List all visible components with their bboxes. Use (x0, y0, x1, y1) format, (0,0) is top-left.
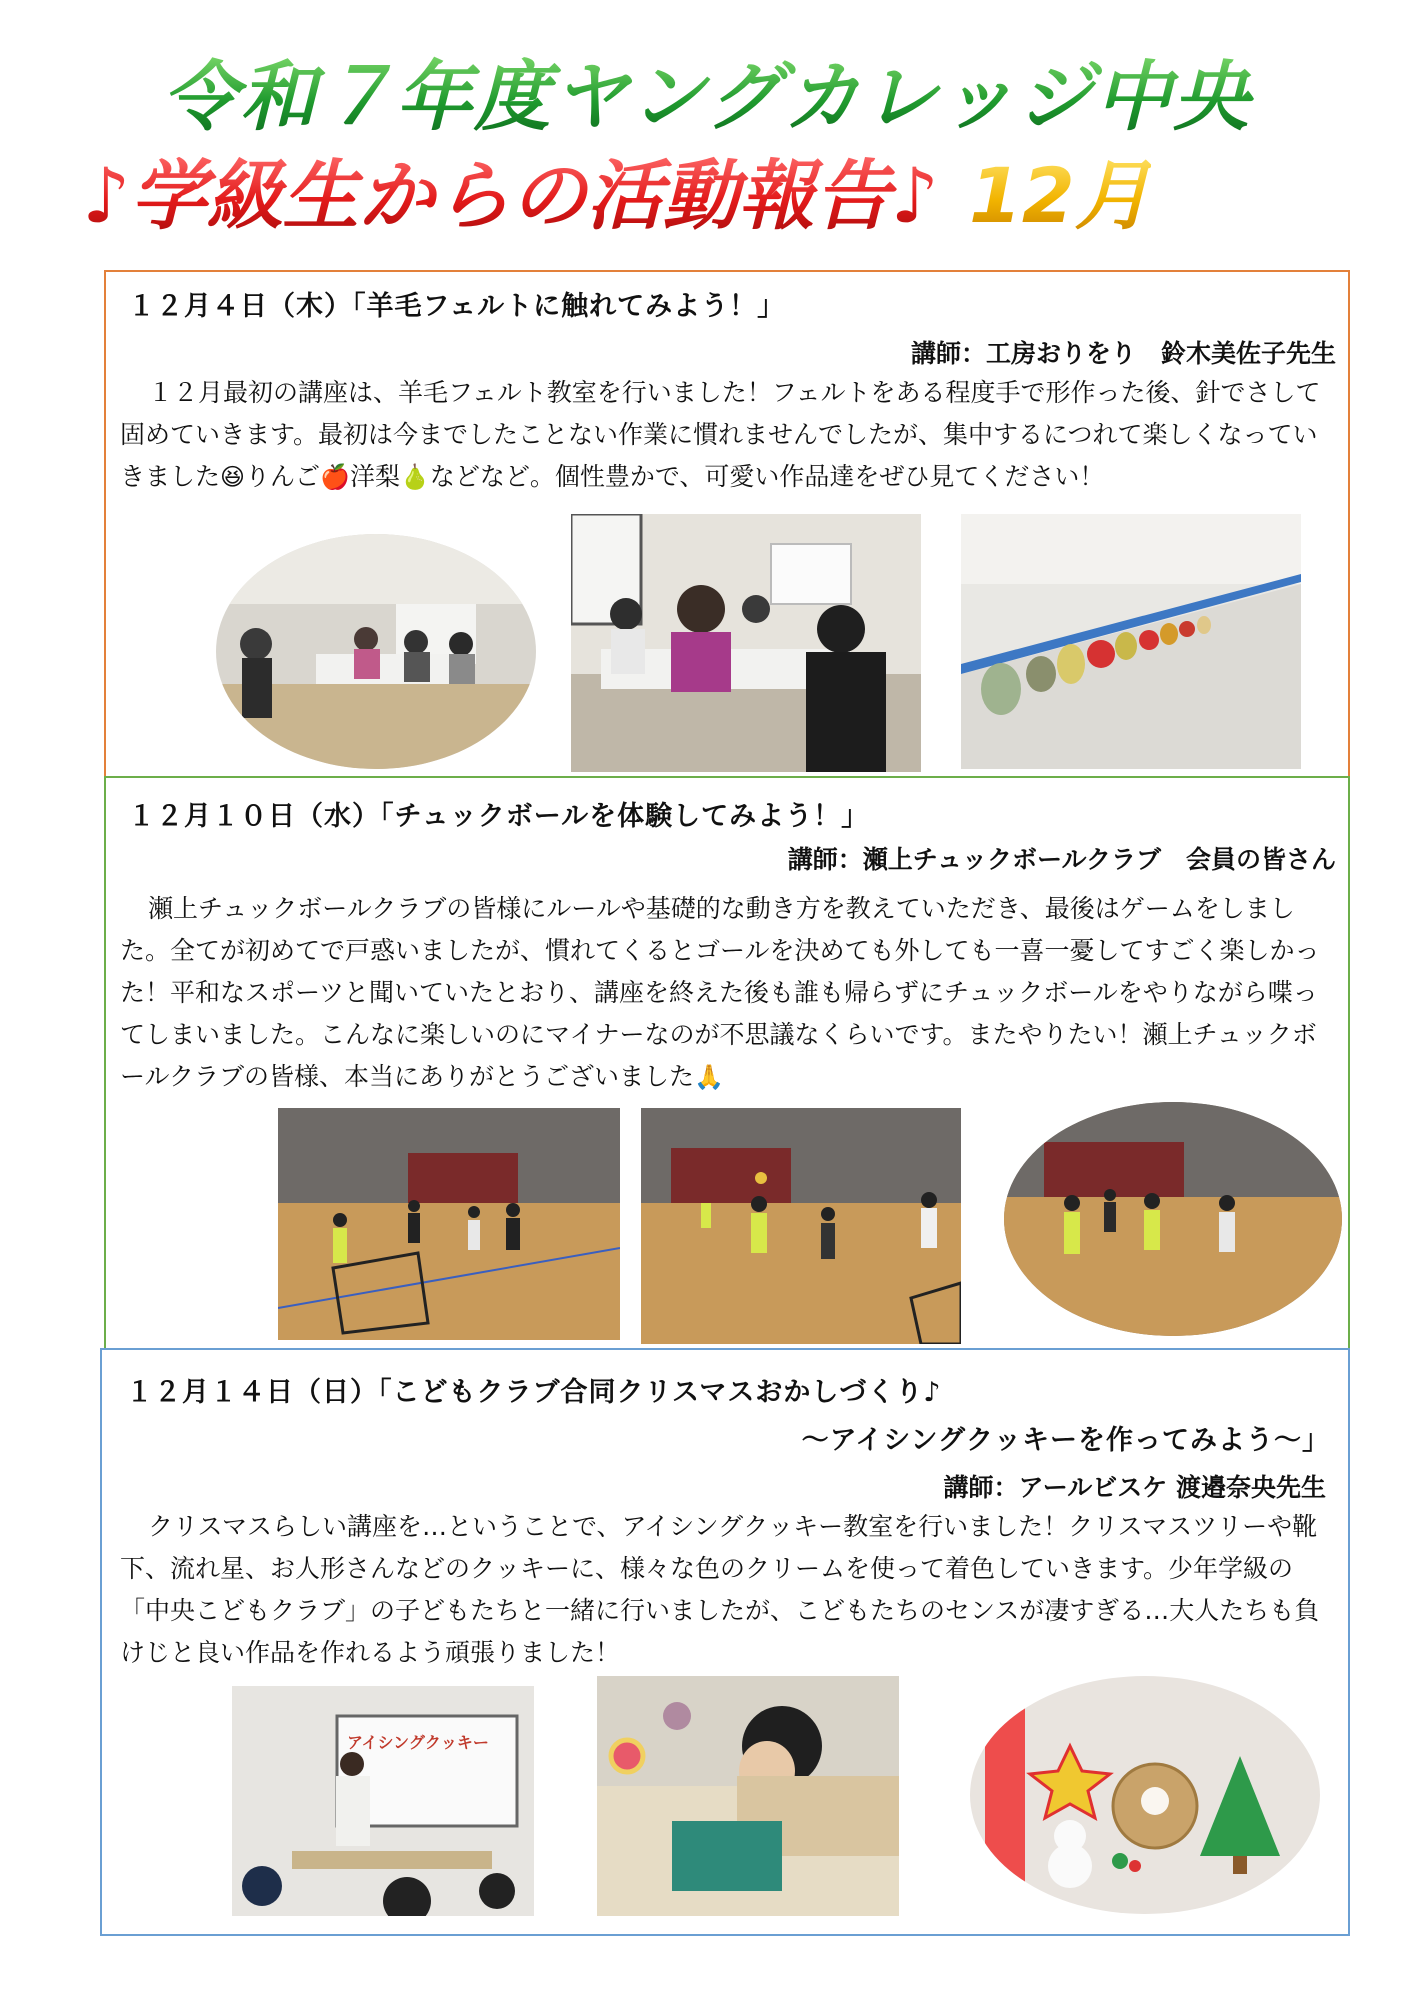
body-text: りんご (245, 462, 321, 491)
body-text: などなど。個性豊かで、可愛い作品達をぜひ見てください！ (429, 462, 1105, 491)
photo-gym-game-2 (641, 1108, 961, 1344)
photo-gym-game-3 (1004, 1102, 1342, 1336)
teacher-credit: 講師：工房おりをり 鈴木美佐子先生 (910, 339, 1336, 368)
report-section-icing-cookies (100, 1348, 1350, 1936)
body-text: 洋梨 (349, 462, 400, 491)
photo-finished-cookies (970, 1676, 1320, 1914)
section-body (120, 372, 1338, 498)
photo-felt-fruits (961, 514, 1301, 769)
whiteboard-text: アイシングクッキー (347, 1733, 489, 1752)
teacher-credit: 講師：瀬上チュックボールクラブ 会員の皆さん (787, 845, 1336, 874)
section-heading: １２月１４日（日）「こどもクラブ合同クリスマスおかしづくり♪ (126, 1377, 942, 1408)
section-body (120, 1506, 1336, 1674)
praying-hands-emoji-icon: 🙏 (694, 1063, 724, 1091)
body-text: クリスマスらしい講座を…ということで、アイシングクッキー教室を行いました！クリスマスツリーや靴下、流れ星、お人形さんなどのクッキーに、様々な色のクリームを使って着色していきます。少年学級の「中央こどもクラブ」の子どもたちと一緒に行いましたが、こどもたちのセンスが凄すぎる…大人たちも負けじと良い作品を作れるよう頑張りました！ (120, 1512, 1320, 1667)
apple-emoji-icon: 🍎 (320, 463, 350, 491)
report-section-felt (104, 270, 1350, 778)
month-label: 12月 (969, 151, 1151, 240)
laughing-emoji-icon: 😆 (220, 463, 246, 491)
section-body (120, 888, 1324, 1098)
photo-students-smiling (571, 514, 921, 772)
section-subheading: ～アイシングクッキーを作ってみよう～」 (801, 1425, 1330, 1456)
pear-emoji-icon: 🍐 (399, 463, 430, 491)
photo-classroom-felt (216, 534, 536, 769)
photo-icing-lecture (232, 1686, 534, 1916)
photo-decorating-cookies (597, 1676, 899, 1916)
teacher-credit: 講師：アールビスケ 渡邉奈央先生 (943, 1473, 1326, 1502)
page-title: 令和７年度ヤングカレッジ中央 (0, 52, 1413, 142)
section-heading: １２月１０日（水）「チュックボールを体験してみよう！」 (128, 801, 870, 832)
body-text: １２月最初の講座は、羊毛フェルト教室を行いました！フェルトをある程度手で形作った後、針でさして固めていきます。最初は今までしたことない作業に慣れませんでしたが、集中するにつれて楽しくなっていきました (120, 378, 1321, 491)
body-text: 瀬上チュックボールクラブの皆様にルールや基礎的な動き方を教えていただき、最後はゲームをしました。全てが初めてで戸惑いましたが、慣れてくるとゴールを決めても外しても一喜一憂してすごく楽しかった！平和なスポーツと聞いていたとおり、講座を終えた後も誰も帰らずにチュックボールをやりながら喋ってしまいました。こんなに楽しいのにマイナーなのが不思議なくらいです。またやりたい！瀬上チュックボールクラブの皆様、本当にありがとうございました (120, 894, 1320, 1091)
section-heading: １２月４日（木）「羊毛フェルトに触れてみよう！」 (128, 291, 786, 322)
report-section-tchoukball (104, 776, 1350, 1350)
page-subtitle (82, 150, 1342, 242)
photo-gym-game-1 (278, 1108, 620, 1340)
subtitle-text: ♪学級生からの活動報告♪ (82, 151, 940, 240)
